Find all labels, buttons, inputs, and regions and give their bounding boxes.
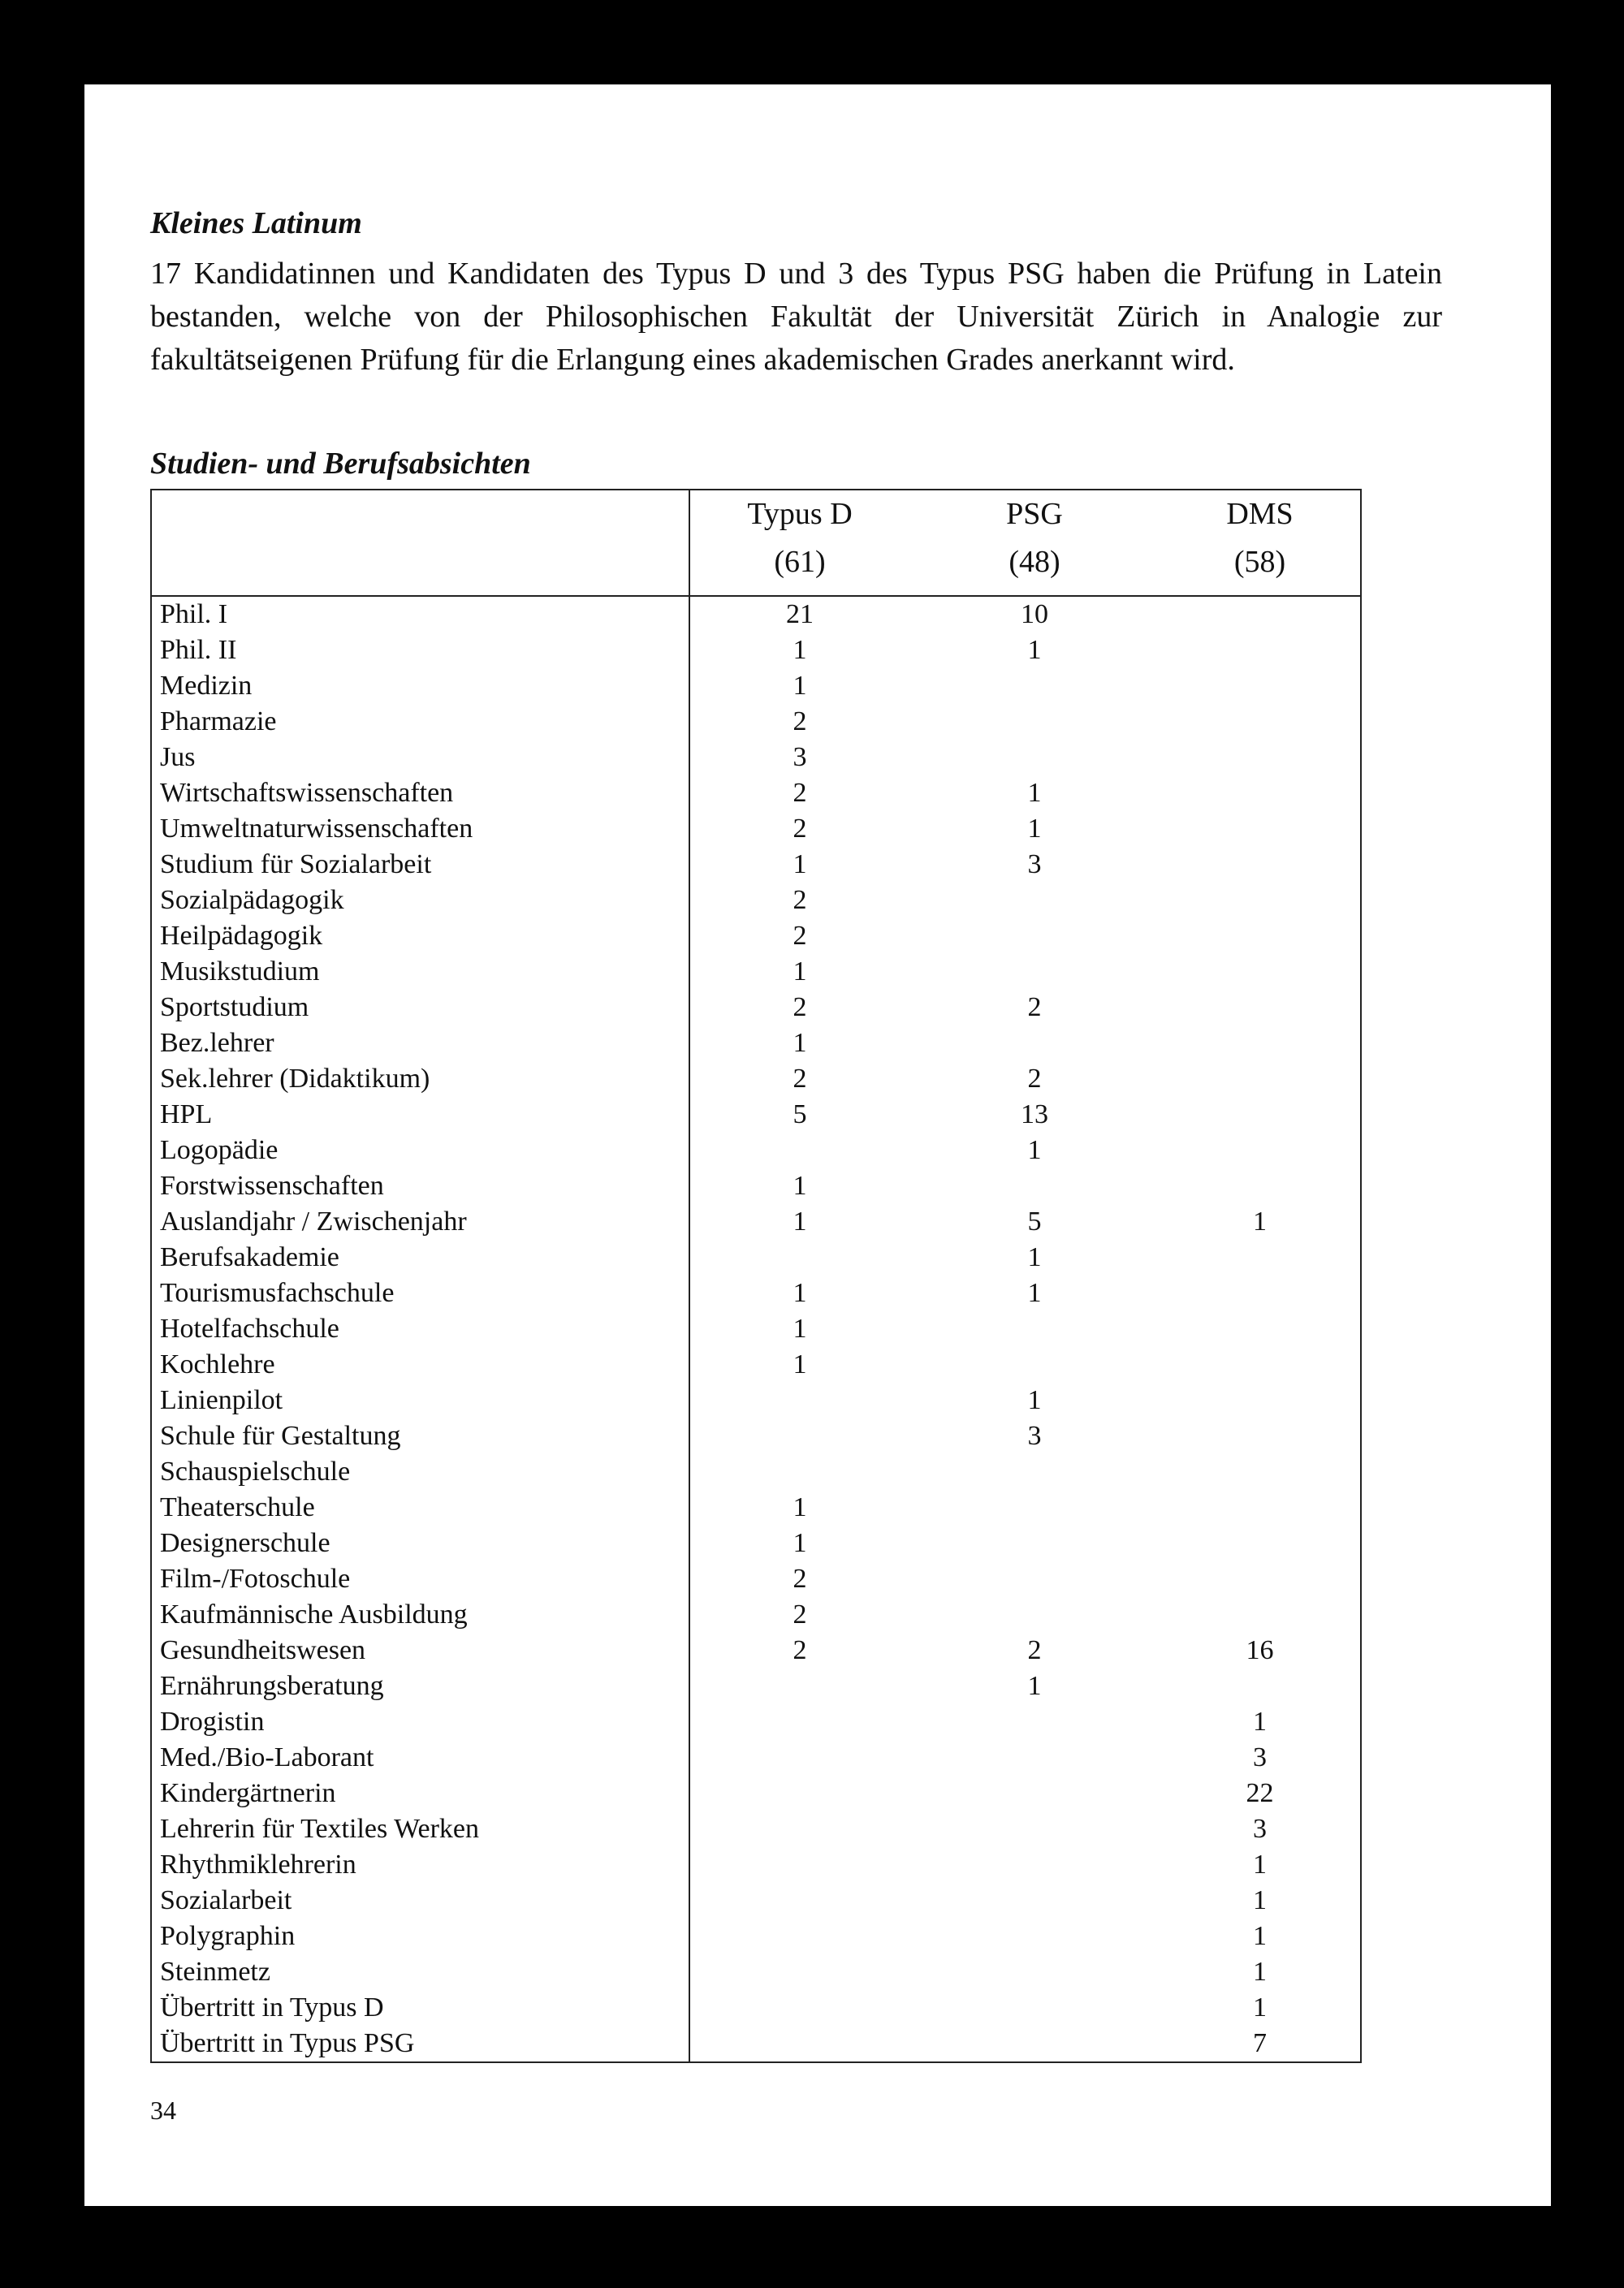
cell-psg [909, 1597, 1160, 1633]
table-header-row [151, 490, 1361, 596]
cell-typus-d: 2 [793, 921, 807, 951]
cell-psg [909, 1168, 1160, 1204]
cell-dms [1160, 1133, 1361, 1168]
table-row [151, 1454, 1361, 1490]
cell-dms [1160, 1025, 1361, 1061]
row-label: Phil. II [151, 632, 689, 668]
cell-dms [1160, 1418, 1361, 1454]
cell-psg [909, 1776, 1160, 1811]
cell-psg [909, 1954, 1160, 1990]
cell-dms: 1 [1253, 1992, 1267, 2023]
cell-typus-d [689, 1954, 909, 1990]
table-row [151, 1490, 1361, 1526]
cell-dms [1160, 883, 1361, 918]
heading-studienabsichten: Studien- und Berufsabsichten [150, 447, 531, 481]
row-label: Übertritt in Typus D [151, 1990, 689, 2026]
cell-dms [1160, 1311, 1361, 1347]
table-row [151, 1061, 1361, 1097]
cell-typus-d: 2 [793, 778, 807, 808]
row-label: Musikstudium [151, 954, 689, 990]
studienabsichten-table [150, 489, 1362, 2063]
cell-dms [1160, 1061, 1361, 1097]
table-row [151, 740, 1361, 775]
cell-dms: 16 [1246, 1635, 1274, 1665]
row-label: Forstwissenschaften [151, 1168, 689, 1204]
cell-typus-d: 1 [793, 1278, 807, 1308]
cell-dms: 22 [1246, 1778, 1274, 1808]
cell-typus-d: 1 [793, 1492, 807, 1522]
document-page [84, 84, 1551, 2206]
row-label: Wirtschaftswissenschaften [151, 775, 689, 811]
cell-dms [1160, 1561, 1361, 1597]
header-psg [909, 490, 1160, 596]
cell-psg [909, 883, 1160, 918]
row-label: Medizin [151, 668, 689, 704]
cell-typus-d: 1 [793, 671, 807, 701]
cell-typus-d [689, 1704, 909, 1740]
cell-psg: 1 [1027, 1671, 1042, 1701]
cell-psg [909, 1883, 1160, 1919]
cell-psg: 2 [1027, 1064, 1042, 1094]
cell-typus-d [689, 1919, 909, 1954]
cell-dms: 3 [1253, 1742, 1267, 1772]
cell-dms: 1 [1253, 1885, 1267, 1915]
cell-dms [1160, 1347, 1361, 1383]
cell-dms [1160, 918, 1361, 954]
cell-typus-d: 1 [793, 956, 807, 986]
header-dms-name: DMS [1226, 497, 1294, 531]
header-dms-count: (58) [1233, 545, 1286, 579]
header-empty [151, 490, 689, 596]
table-row [151, 1133, 1361, 1168]
cell-typus-d [689, 1454, 909, 1490]
cell-psg [909, 1847, 1160, 1883]
cell-dms: 7 [1253, 2028, 1267, 2058]
cell-typus-d [689, 1133, 909, 1168]
table-row [151, 1847, 1361, 1883]
cell-psg: 3 [1027, 1421, 1042, 1451]
table-row [151, 1919, 1361, 1954]
row-label: Schule für Gestaltung [151, 1418, 689, 1454]
row-label: Ernährungsberatung [151, 1669, 689, 1704]
cell-dms [1160, 954, 1361, 990]
cell-psg [909, 1454, 1160, 1490]
table-row [151, 1811, 1361, 1847]
page-number: 34 [150, 2096, 176, 2125]
cell-typus-d: 2 [793, 992, 807, 1022]
cell-dms [1160, 990, 1361, 1025]
cell-typus-d: 1 [793, 1028, 807, 1058]
row-label: Sek.lehrer (Didaktikum) [151, 1061, 689, 1097]
cell-psg: 1 [1027, 1385, 1042, 1415]
header-dms [1160, 490, 1361, 596]
header-typus-d [689, 490, 909, 596]
table-row [151, 1954, 1361, 1990]
row-label: Film-/Fotoschule [151, 1561, 689, 1597]
row-label: Bez.lehrer [151, 1025, 689, 1061]
cell-dms [1160, 1276, 1361, 1311]
table-row [151, 811, 1361, 847]
cell-dms: 1 [1253, 1957, 1267, 1987]
cell-dms: 1 [1253, 1707, 1267, 1737]
cell-typus-d: 1 [793, 1171, 807, 1201]
row-label: HPL [151, 1097, 689, 1133]
cell-dms [1160, 1597, 1361, 1633]
cell-psg [909, 1526, 1160, 1561]
table-row [151, 1347, 1361, 1383]
cell-typus-d: 21 [786, 599, 814, 629]
row-label: Sozialpädagogik [151, 883, 689, 918]
table-row [151, 1168, 1361, 1204]
cell-psg: 1 [1027, 635, 1042, 665]
cell-dms [1160, 847, 1361, 883]
table-row [151, 1097, 1361, 1133]
row-label: Umweltnaturwissenschaften [151, 811, 689, 847]
cell-dms [1160, 632, 1361, 668]
cell-dms [1160, 1454, 1361, 1490]
table-row [151, 1740, 1361, 1776]
cell-psg [909, 1990, 1160, 2026]
cell-psg: 13 [1021, 1099, 1048, 1129]
cell-dms: 1 [1253, 1850, 1267, 1880]
cell-psg: 2 [1027, 1635, 1042, 1665]
cell-psg [909, 704, 1160, 740]
table-row [151, 704, 1361, 740]
row-label: Drogistin [151, 1704, 689, 1740]
row-label: Tourismusfachschule [151, 1276, 689, 1311]
table-row [151, 1669, 1361, 1704]
row-label: Studium für Sozialarbeit [151, 847, 689, 883]
row-label: Kaufmännische Ausbildung [151, 1597, 689, 1633]
cell-typus-d: 2 [793, 706, 807, 736]
table-row [151, 954, 1361, 990]
row-label: Übertritt in Typus PSG [151, 2026, 689, 2062]
table-row [151, 1633, 1361, 1669]
cell-typus-d [689, 1847, 909, 1883]
cell-dms [1160, 668, 1361, 704]
cell-dms: 3 [1253, 1814, 1267, 1844]
cell-typus-d: 2 [793, 1064, 807, 1094]
row-label: Gesundheitswesen [151, 1633, 689, 1669]
cell-dms [1160, 775, 1361, 811]
header-psg-name: PSG [1006, 497, 1063, 531]
cell-dms [1160, 704, 1361, 740]
table-row [151, 847, 1361, 883]
row-label: Schauspielschule [151, 1454, 689, 1490]
cell-typus-d [689, 1418, 909, 1454]
cell-typus-d: 5 [793, 1099, 807, 1129]
cell-dms [1160, 740, 1361, 775]
cell-psg: 1 [1027, 1135, 1042, 1165]
cell-psg: 1 [1027, 1278, 1042, 1308]
cell-psg [909, 954, 1160, 990]
row-label: Med./Bio-Laborant [151, 1740, 689, 1776]
latinum-paragraph: 17 Kandidatinnen und Kandidaten des Typus D und 3 des Typus PSG haben die Prüfung in Latein bestanden, welche von der Philosophischen Fakultät der Universität Zürich in Analogie zur fakultätseigenen Prüfung für die Erlangung eines akademischen Grades anerkannt wird. [150, 257, 1442, 377]
cell-typus-d: 2 [793, 814, 807, 844]
cell-psg [909, 1740, 1160, 1776]
table-row [151, 1561, 1361, 1597]
table-row [151, 1883, 1361, 1919]
cell-typus-d: 2 [793, 1635, 807, 1665]
row-label: Rhythmiklehrerin [151, 1847, 689, 1883]
table-row [151, 1990, 1361, 2026]
row-label: Linienpilot [151, 1383, 689, 1418]
table-row [151, 2026, 1361, 2062]
cell-psg [909, 1347, 1160, 1383]
cell-dms [1160, 596, 1361, 632]
table-row [151, 1526, 1361, 1561]
cell-psg [909, 1561, 1160, 1597]
cell-typus-d: 1 [793, 1207, 807, 1237]
cell-psg: 1 [1027, 814, 1042, 844]
row-label: Theaterschule [151, 1490, 689, 1526]
cell-psg: 3 [1027, 849, 1042, 879]
cell-dms [1160, 1168, 1361, 1204]
row-label: Heilpädagogik [151, 918, 689, 954]
cell-typus-d [689, 1383, 909, 1418]
cell-dms: 1 [1253, 1207, 1267, 1237]
cell-typus-d [689, 1669, 909, 1704]
table-row [151, 775, 1361, 811]
cell-dms: 1 [1253, 1921, 1267, 1951]
row-label: Designerschule [151, 1526, 689, 1561]
table-row [151, 1311, 1361, 1347]
table-row [151, 1704, 1361, 1740]
table-row [151, 1240, 1361, 1276]
cell-dms [1160, 1669, 1361, 1704]
cell-typus-d: 1 [793, 635, 807, 665]
cell-typus-d: 2 [793, 885, 807, 915]
header-typus-d-name: Typus D [747, 497, 853, 531]
cell-psg [909, 740, 1160, 775]
header-psg-count: (48) [1009, 545, 1060, 579]
table-row [151, 596, 1361, 632]
header-typus-d-count: (61) [774, 545, 826, 579]
table-row [151, 883, 1361, 918]
row-label: Berufsakademie [151, 1240, 689, 1276]
table-row [151, 1383, 1361, 1418]
cell-typus-d [689, 1811, 909, 1847]
cell-typus-d [689, 1776, 909, 1811]
cell-psg: 10 [1021, 599, 1048, 629]
cell-dms [1160, 1383, 1361, 1418]
table-row [151, 1776, 1361, 1811]
cell-dms [1160, 1490, 1361, 1526]
row-label: Logopädie [151, 1133, 689, 1168]
table-row [151, 1025, 1361, 1061]
table-row [151, 918, 1361, 954]
table-row [151, 1597, 1361, 1633]
row-label: Phil. I [151, 596, 689, 632]
cell-dms [1160, 1526, 1361, 1561]
cell-typus-d: 3 [793, 742, 807, 772]
cell-typus-d: 1 [793, 1349, 807, 1379]
cell-typus-d: 1 [793, 849, 807, 879]
cell-psg: 1 [1027, 778, 1042, 808]
cell-psg [909, 1490, 1160, 1526]
table-row [151, 1418, 1361, 1454]
cell-typus-d: 1 [793, 1314, 807, 1344]
cell-typus-d [689, 1990, 909, 2026]
cell-psg [909, 1311, 1160, 1347]
cell-psg [909, 668, 1160, 704]
cell-dms [1160, 811, 1361, 847]
row-label: Lehrerin für Textiles Werken [151, 1811, 689, 1847]
row-label: Kochlehre [151, 1347, 689, 1383]
row-label: Pharmazie [151, 704, 689, 740]
cell-psg [909, 1919, 1160, 1954]
row-label: Jus [151, 740, 689, 775]
cell-psg [909, 2026, 1160, 2062]
cell-psg: 2 [1027, 992, 1042, 1022]
cell-dms [1160, 1240, 1361, 1276]
cell-typus-d [689, 2026, 909, 2062]
row-label: Sozialarbeit [151, 1883, 689, 1919]
table-row [151, 990, 1361, 1025]
cell-psg: 1 [1027, 1242, 1042, 1272]
row-label: Steinmetz [151, 1954, 689, 1990]
row-label: Auslandjahr / Zwischenjahr [151, 1204, 689, 1240]
table-row [151, 632, 1361, 668]
cell-typus-d: 2 [793, 1564, 807, 1594]
cell-dms [1160, 1097, 1361, 1133]
cell-psg [909, 1704, 1160, 1740]
row-label: Polygraphin [151, 1919, 689, 1954]
cell-typus-d: 1 [793, 1528, 807, 1558]
cell-psg [909, 1025, 1160, 1061]
table-row [151, 1276, 1361, 1311]
cell-typus-d [689, 1883, 909, 1919]
cell-psg [909, 918, 1160, 954]
cell-typus-d [689, 1740, 909, 1776]
heading-kleines-latinum: Kleines Latinum [150, 206, 362, 240]
cell-psg [909, 1811, 1160, 1847]
cell-psg: 5 [1027, 1207, 1042, 1237]
table-row [151, 1204, 1361, 1240]
row-label: Hotelfachschule [151, 1311, 689, 1347]
cell-typus-d [689, 1240, 909, 1276]
row-label: Sportstudium [151, 990, 689, 1025]
table-row [151, 668, 1361, 704]
cell-typus-d: 2 [793, 1599, 807, 1630]
row-label: Kindergärtnerin [151, 1776, 689, 1811]
